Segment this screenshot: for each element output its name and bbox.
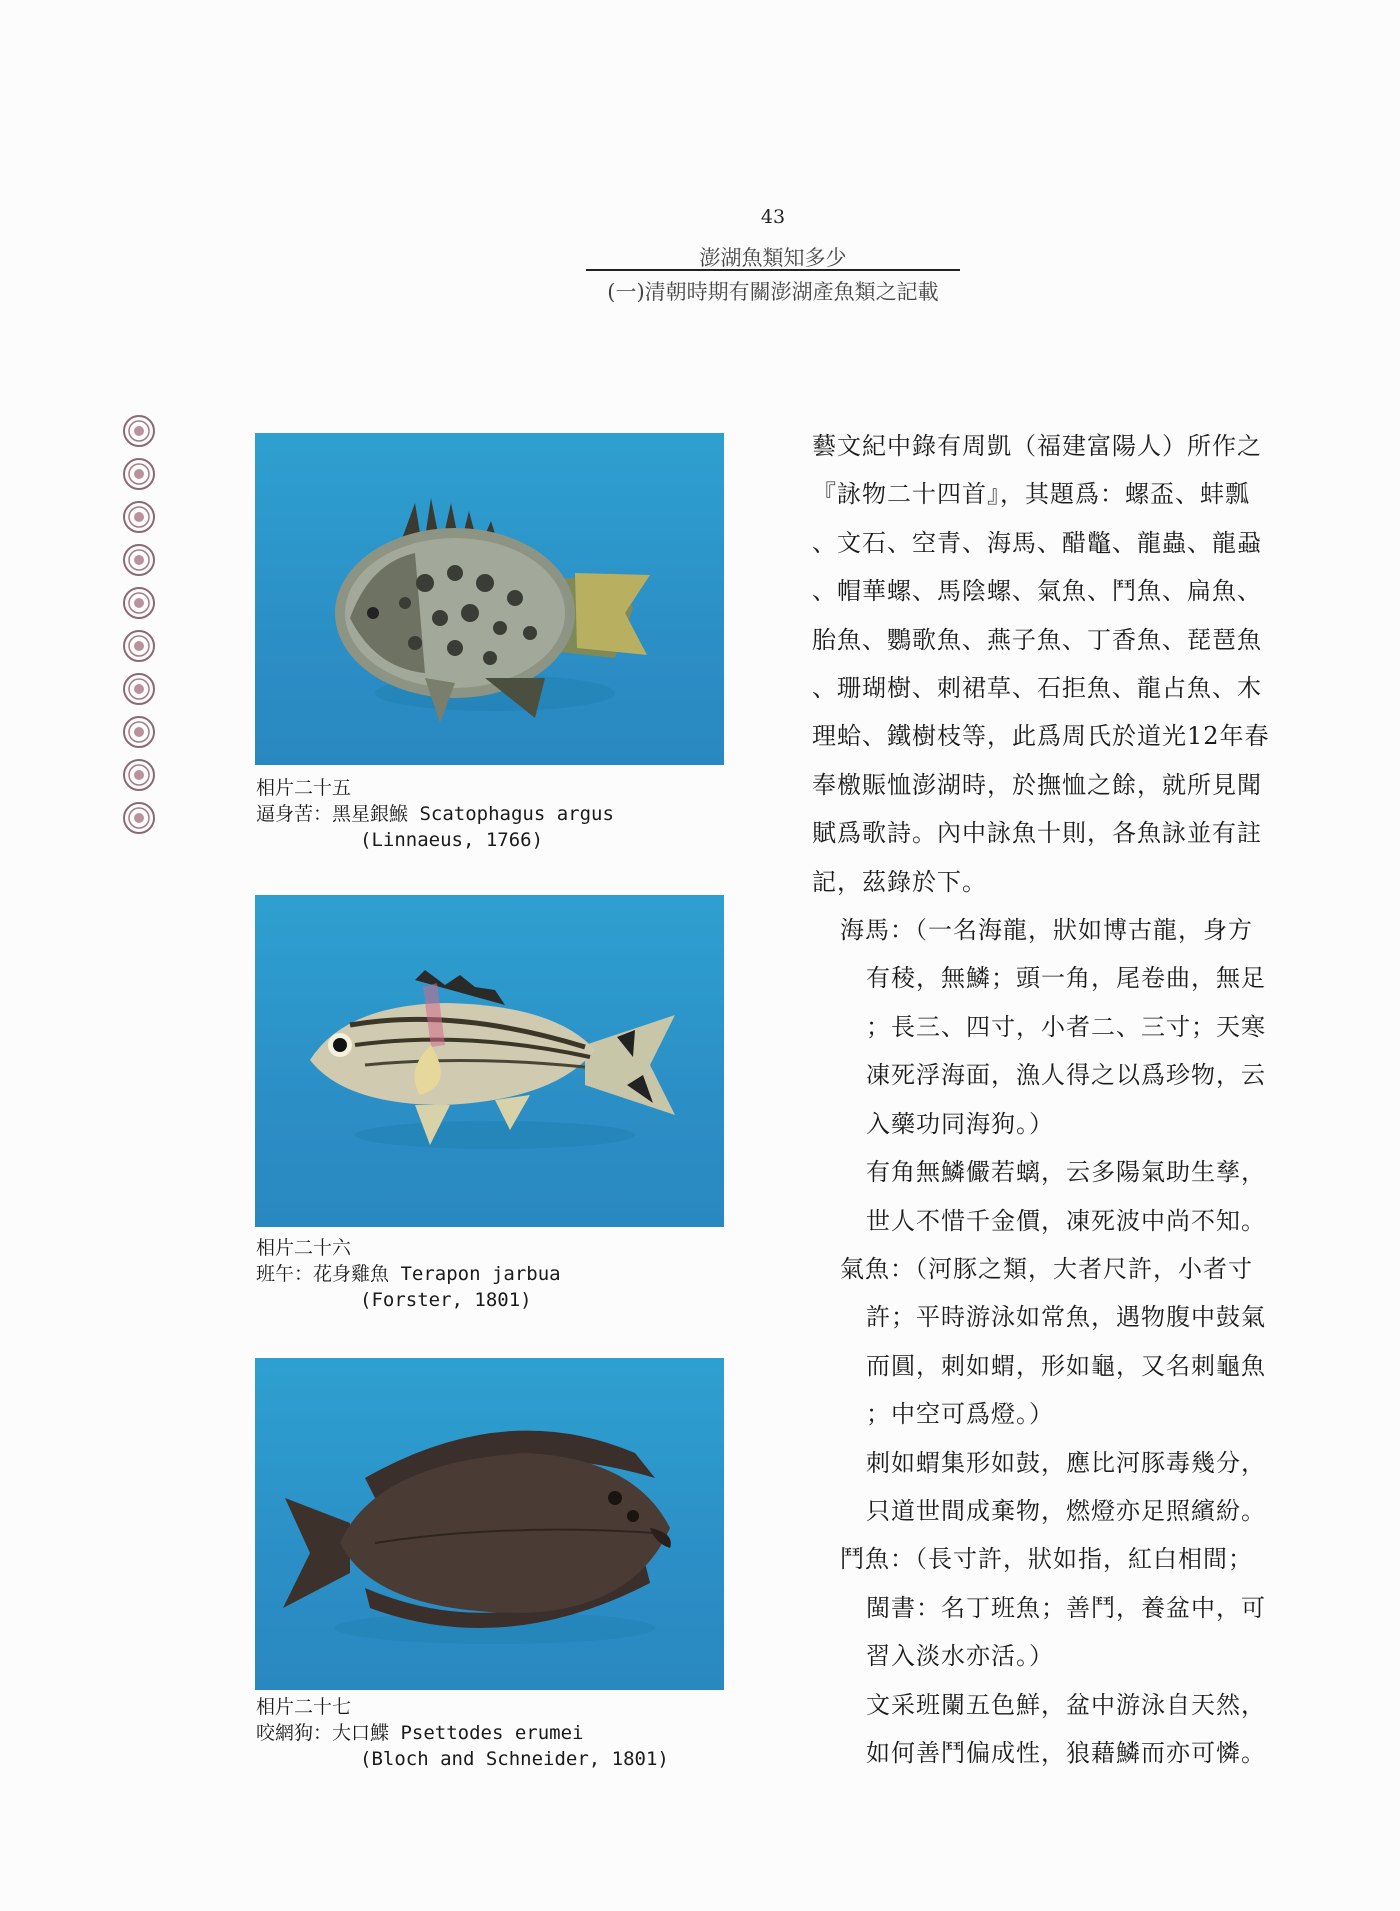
- photo-terapon: [255, 895, 724, 1227]
- header-title: 澎湖魚類知多少: [699, 246, 847, 270]
- entry-line: 閩書：名丁班魚；善鬥，養盆中，可: [866, 1593, 1266, 1622]
- caption-photo-26: [256, 1235, 726, 1313]
- ornament-medallion-icon: [122, 801, 156, 835]
- entry-seahorse-title: 海馬：（一名海龍，狀如博古龍，身方: [840, 916, 1253, 945]
- caption-photo-27: [256, 1694, 726, 1772]
- side-ornament: [122, 414, 160, 844]
- ornament-medallion-icon: [122, 758, 156, 792]
- ornament-medallion-icon: [122, 457, 156, 491]
- entry-line: 只道世間成棄物，燃燈亦足照繽紛。: [866, 1496, 1266, 1525]
- caption-photo-25: [256, 775, 726, 853]
- entry-line: 入藥功同海狗。）: [866, 1109, 1054, 1138]
- caption-author: (Bloch and Schneider, 1801): [360, 1748, 669, 1770]
- ornament-medallion-icon: [122, 414, 156, 448]
- intro-line: 『詠物二十四首』，其題爲：螺盃、蚌瓢: [812, 480, 1250, 509]
- entry-line: 文采班闌五色鮮，盆中游泳自天然，: [866, 1690, 1266, 1719]
- ornament-medallion-icon: [122, 715, 156, 749]
- entry-line: ；長三、四寸，小者二、三寸；天寒: [866, 1012, 1266, 1041]
- ornament-medallion-icon: [122, 500, 156, 534]
- page-number: 43: [760, 206, 786, 228]
- caption-species: 班午：花身雞魚 Terapon jarbua: [256, 1263, 561, 1285]
- entry-line: 而圓，刺如蝟，形如龜，又名刺龜魚: [866, 1351, 1266, 1380]
- header-rule: [586, 269, 960, 271]
- intro-line: 記，茲錄於下。: [812, 867, 987, 896]
- entry-fighting-fish-title: 鬥魚：（長寸許，狀如指，紅白相間；: [840, 1545, 1253, 1574]
- caption-label: 相片二十五: [256, 777, 352, 799]
- header-subtitle: (一)清朝時期有關澎湖產魚類之記載: [607, 280, 939, 304]
- entry-line: 世人不惜千金價，凍死波中尚不知。: [866, 1206, 1266, 1235]
- terapon-fish-image: [255, 895, 724, 1227]
- intro-line: 、帽華螺、馬陰螺、氣魚、鬥魚、扁魚、: [812, 577, 1262, 606]
- entry-line: 如何善鬥偏成性，狼藉鱗而亦可憐。: [866, 1738, 1266, 1767]
- psettodes-fish-image: [255, 1358, 724, 1690]
- intro-line: 理蛤、鐵樹枝等，此爲周氏於道光12年春: [812, 722, 1270, 751]
- caption-author: (Forster, 1801): [360, 1289, 532, 1311]
- entry-pufferfish-title: 氣魚：（河豚之類，大者尺許，小者寸: [840, 1254, 1253, 1283]
- body-text: [812, 422, 1292, 1777]
- caption-label: 相片二十六: [256, 1237, 352, 1259]
- entry-line: 許；平時游泳如常魚，遇物腹中鼓氣: [866, 1303, 1266, 1332]
- intro-line: 胎魚、鸚歌魚、燕子魚、丁香魚、琵琶魚: [812, 625, 1262, 654]
- ornament-medallion-icon: [122, 543, 156, 577]
- ornament-medallion-icon: [122, 586, 156, 620]
- ornament-medallion-icon: [122, 629, 156, 663]
- ornament-medallion-icon: [122, 672, 156, 706]
- photo-psettodes: [255, 1358, 724, 1690]
- caption-species: 咬網狗：大口鰈 Psettodes erumei: [256, 1722, 584, 1744]
- entry-line: 習入淡水亦活。）: [866, 1642, 1054, 1671]
- caption-label: 相片二十七: [256, 1696, 352, 1718]
- scatophagus-fish-image: [255, 433, 724, 765]
- intro-line: 奉檄賑恤澎湖時，於撫恤之餘，就所見聞: [812, 770, 1262, 799]
- intro-line: 藝文紀中錄有周凱（福建富陽人）所作之: [812, 432, 1262, 460]
- caption-author: (Linnaeus, 1766): [360, 829, 544, 851]
- entry-line: ；中空可爲燈。）: [866, 1400, 1054, 1429]
- entry-line: 有角無鱗儼若螭，云多陽氣助生孳，: [866, 1158, 1266, 1187]
- intro-line: 、文石、空青、海馬、醋鼈、龍蟲、龍蝨: [812, 528, 1262, 557]
- intro-line: 賦爲歌詩。內中詠魚十則，各魚詠並有註: [812, 819, 1262, 848]
- intro-line: 、珊瑚樹、刺裙草、石拒魚、龍占魚、木: [812, 674, 1262, 703]
- caption-species: 逼身苦：黑星銀鯸 Scatophagus argus: [256, 803, 614, 825]
- entry-line: 刺如蝟集形如鼓，應比河豚毒幾分，: [866, 1448, 1266, 1477]
- entry-line: 有稜，無鱗；頭一角，尾卷曲，無足: [866, 964, 1266, 993]
- photo-scatophagus: [255, 433, 724, 765]
- entry-line: 凍死浮海面，漁人得之以爲珍物，云: [866, 1061, 1266, 1090]
